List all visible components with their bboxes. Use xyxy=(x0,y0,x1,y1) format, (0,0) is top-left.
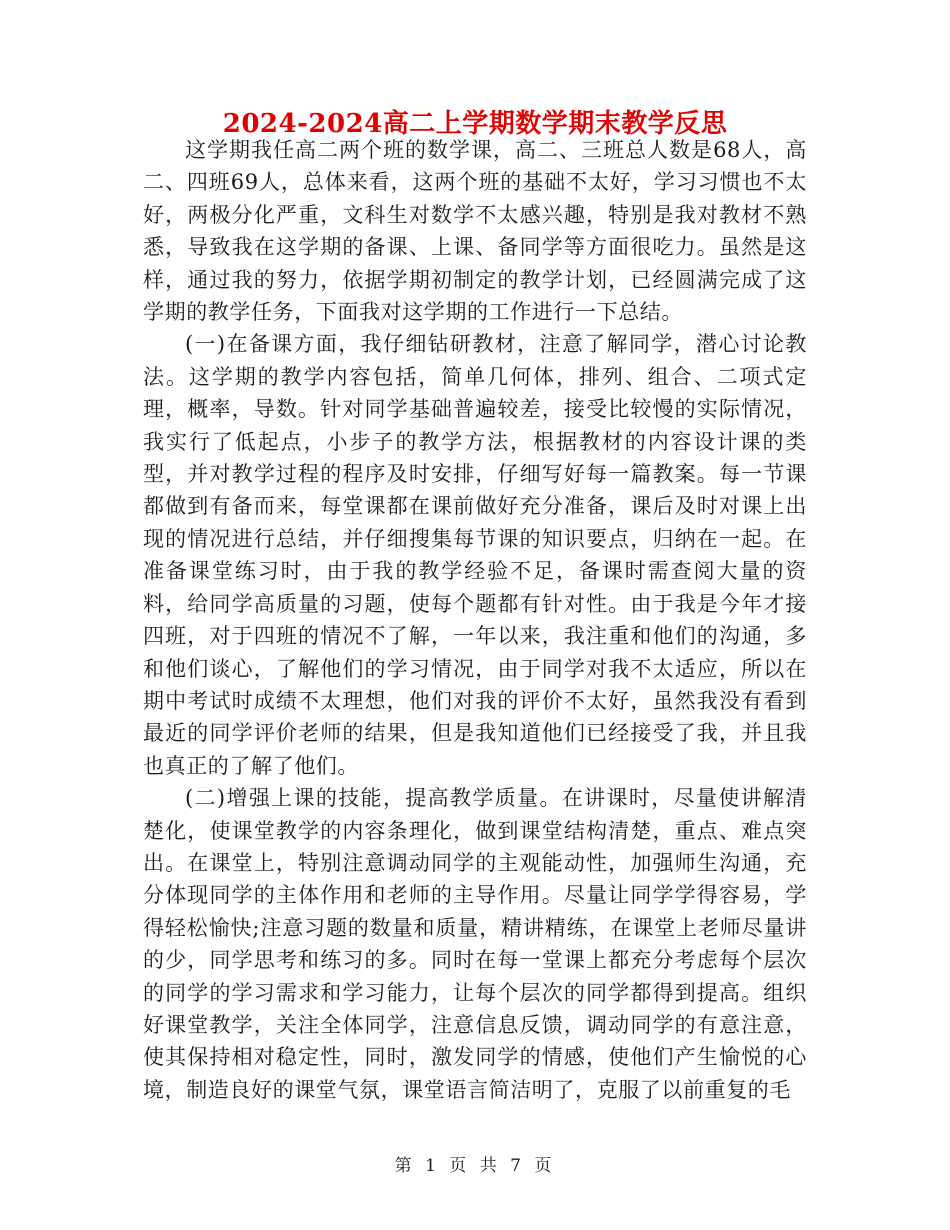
paragraph-teaching-skills: (二)增强上课的技能，提高教学质量。在讲课时，尽量使讲解清楚化，使课堂教学的内容条理化，做到课堂结构清楚，重点、难点突出。在课堂上，特别注意调动同学的主观能动性，加强师生沟通，充分体现同学的主体作用和老师的主导作用。尽量让同学学得容易，学得轻松愉快;注意习题的数量和质量，精讲精练，在课堂上老师尽量讲的少，同学思考和练习的多。同时在每一堂课上都充分考虑每个层次的同学的学习需求和学习能力，让每个层次的同学都得到提高。组织好课堂教学，关注全体同学，注意信息反馈，调动同学的有意注意，使其保持相对稳定性，同时，激发同学的情感，使他们产生愉悦的心境，制造良好的课堂气氛，课堂语言简洁明了，克服了以前重复的毛 xyxy=(143,786,807,1102)
page-footer: 第 1 页 共 7 页 xyxy=(394,1156,556,1176)
paragraph-intro: 这学期我任高二两个班的数学课，高二、三班总人数是68人，高二、四班69人，总体来看，这两个班的基础不太好，学习习惯也不太好，两极分化严重，文科生对数学不太感兴趣，特别是我对教材不熟悉，导致我在这学期的备课、上课、备同学等方面很吃力。虽然是这样，通过我的努力，依据学期初制定的教学计划，已经圆满完成了这学期的教学任务，下面我对这学期的工作进行一下总结。 xyxy=(143,138,807,325)
document-body xyxy=(143,134,807,1106)
document-title: 2024-2024高二上学期数学期末教学反思 xyxy=(222,109,728,139)
paragraph-lesson-preparation: (一)在备课方面，我仔细钻研教材，注意了解同学，潜心讨论教法。这学期的教学内容包括，简单几何体，排列、组合、二项式定理，概率，导数。针对同学基础普遍较差，接受比较慢的实际情况，我实行了低起点，小步子的教学方法，根据教材的内容设计课的类型，并对教学过程的程序及时安排，仔细写好每一篇教案。每一节课都做到有备而来，每堂课都在课前做好充分准备，课后及时对课上出现的情况进行总结，并仔细搜集每节课的知识要点，归纳在一起。在准备课堂练习时，由于我的教学经验不足，备课时需查阅大量的资料，给同学高质量的习题，使每个题都有针对性。由于我是今年才接四班，对于四班的情况不了解，一年以来，我注重和他们的沟通，多和他们谈心，了解他们的学习情况，由于同学对我不太适应，所以在期中考试时成绩不太理想，他们对我的评价不太好，虽然我没有看到最近的同学评价老师的结果，但是我知道他们已经接受了我，并且我也真正的了解了他们。 xyxy=(143,332,807,778)
